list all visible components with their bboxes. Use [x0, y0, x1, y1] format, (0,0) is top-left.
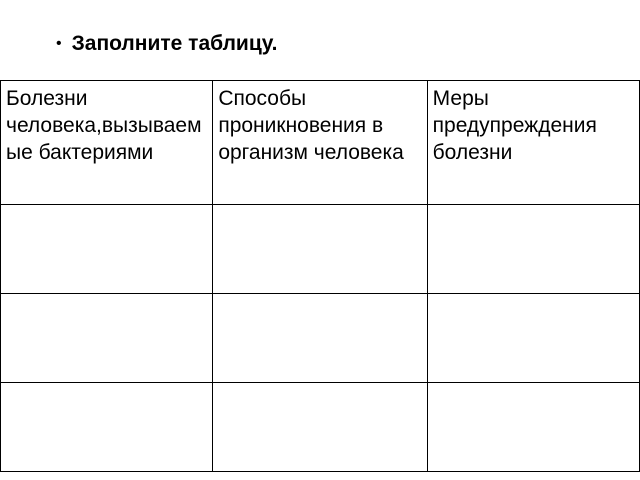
table-cell[interactable] — [1, 383, 213, 472]
table-row — [1, 383, 640, 472]
table-cell[interactable] — [213, 383, 427, 472]
table-cell[interactable] — [427, 383, 639, 472]
fill-in-table — [0, 80, 640, 472]
table-cell[interactable] — [1, 205, 213, 294]
table-cell[interactable] — [1, 294, 213, 383]
instruction-text: Заполните таблицу. — [71, 32, 278, 55]
table-cell[interactable] — [427, 205, 639, 294]
table-header-row — [1, 81, 640, 205]
table-row — [1, 294, 640, 383]
instruction-line — [56, 30, 277, 58]
table-row — [1, 205, 640, 294]
table-cell[interactable] — [213, 294, 427, 383]
bullet-icon: • — [56, 35, 62, 52]
header-cell-transmission: Способы проникновения в организм человека — [213, 81, 427, 205]
header-cell-diseases: Болезни человека,вызываемые бактериями — [1, 81, 213, 205]
header-cell-prevention: Меры предупреждения болезни — [427, 81, 639, 205]
table-cell[interactable] — [213, 205, 427, 294]
table-cell[interactable] — [427, 294, 639, 383]
